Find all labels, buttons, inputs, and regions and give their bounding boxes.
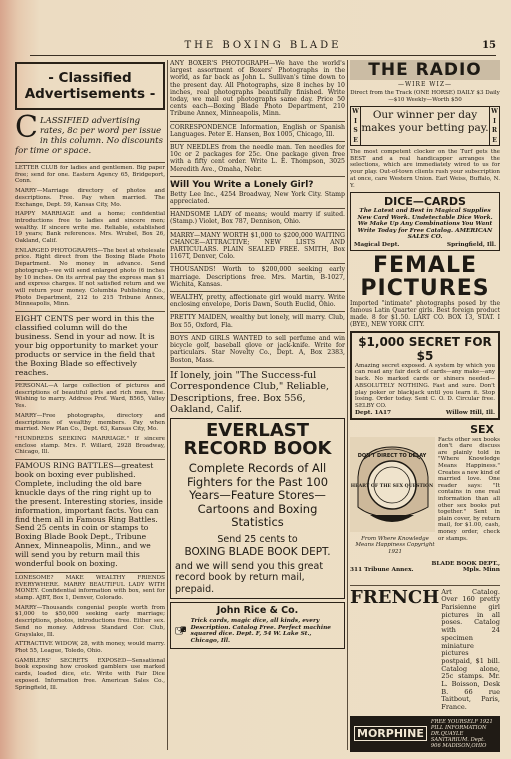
dice-icon — [175, 616, 187, 646]
classified-ad: THOUSANDS! Worth to $200,000 seeking early marriage. Descriptions free. Mrs. Martin, B-1027, Wichita, Kansas. — [170, 266, 345, 288]
circle-top-text: DON'T DIRECT TO DELAY — [357, 452, 427, 459]
lonely-girl-heading: Will You Write a Lonely Girl? — [170, 179, 314, 190]
classified-ad: MARRY—Free photographs, directory and descriptions of wealthy members. Pay when married. New Plan Co., Dept. 63, Kansas City, Mo. — [15, 412, 165, 433]
winner-text: Our winner per day makes your betting pay. — [361, 109, 489, 134]
lonely-girl-text: Betty Lee Inc., 4254 Broadway, New York City. Stamp appreciated. — [170, 190, 345, 206]
classified-ad: GAMBLERS' SECRETS EXPOSED—Sensational book exposing how crooked gamblers use marked cards, loaded dice, etc. Write with Fair Dice exposed. Information free. American Sales Co., Springfield, Ill. — [15, 657, 165, 691]
everlast-subtitle: Complete Records of All Fighters for the Past 100 Years—Feature Stores—Cartoons and Boxing Statistics — [186, 461, 329, 530]
circle-center-text: HEART OF THE SEX QUESTION — [350, 483, 434, 489]
divider — [170, 263, 345, 264]
intro-text: LASSIFIED advertising rates, 8c per word per issue in this column. No discounts for time or space. — [15, 116, 163, 156]
eight-cents-ad: EIGHT CENTS per word in this the classified column will do the business. Send in your ad now. It is your big opportunity to market your products or service in the field that the Boxing Blade so effectively reaches. — [15, 314, 158, 378]
female-pictures-text: Imported "intimate" photographs posed by the famous Latin Quarter girls. Best foreign product made. 8 for $1.50. LART CO. BOX 13, STAT. I (BYE), NEW YORK CITY. — [350, 299, 500, 328]
everlast-title: EVERLAST — [205, 420, 310, 442]
wire-letters: W I R E — [489, 107, 499, 145]
divider — [15, 572, 165, 573]
sex-foot-dept: BLADE BOOK DEPT., — [431, 560, 500, 567]
divider — [170, 311, 345, 312]
divider — [15, 311, 165, 312]
classified-ad: BOYS AND GIRLS WANTED to sell perfume and win bicycle golf, baseball glove or jack-knife. Write for particulars. Star Novelty Co., Dept. A, Box 2383, Boston, Mass. — [170, 334, 345, 364]
classified-ad: ENLARGED PHOTOGRAPHS—The best at wholesale price. Right direct from the Boxing Blade Photo Department. No money in advance. Send photograph—we will send enlarged photo (6 inches by 10 inches. On its arrival pay the express man $1 and express charges. If not satisfied return and we will return your money. Columbia Publishing Co., Photo Department, 212 to 215 Tribune Annex, Minneapolis, Minn. — [15, 247, 165, 308]
classified-ad: CORRESPONDENCE Information, English or Spanish Languages. Peter E. Hansen, Box 1005, Chicago, Ill. — [170, 123, 345, 138]
morphine-text: FREE YOURSELF 1921 PILL INFORMATION DR.QUAYLE SANITARIUM. Dept. 906 MADISON,OHIO — [430, 718, 493, 749]
sex-book-ad — [350, 423, 500, 583]
classified-ad: PERSONAL—A large collection of pictures and descriptions of beautiful girls and rich men, free. Wishing to marry. Address Prof. Ward, B565, Valley Yes. — [15, 383, 165, 410]
divider — [170, 121, 345, 122]
secret-title: $1,000 SECRET FOR $5 — [358, 334, 492, 363]
publication-title: THE BOXING BLADE — [184, 40, 342, 51]
page-header — [30, 40, 496, 56]
french-text: Art Catalog. Over 160 pretty Parisienne girl pictures in all poses. Catalog with 24 specimen miniature pictures postpaid, $1 bill. Catalog alone, 25c stamps. Mr. L. Boisson, Desk B. 66 rue Taitbout, Paris, France. — [441, 587, 500, 712]
radio-description: Direct from the Track (ONE HORSE) DAILY $3 Daily—$10 Weekly—Worth $50 — [350, 90, 500, 103]
classified-ad: "HUNDREDS SEEKING MARRIAGE." If sincere enclose stamp. Mrs. F. Willard, 2928 Broadway, Chicago, Ill. — [15, 435, 165, 456]
drop-cap: C — [15, 110, 38, 145]
classified-ad: LONESOME? MAKE WEALTHY FRIENDS EVERYWHERE. MARRY BEAUTIFUL LADY WITH MONEY. Confidential information with box, sent for stamp. AJBT, Box 1, Denver, Colorado. — [15, 574, 165, 602]
page-number: 15 — [482, 40, 496, 51]
dice-cards-title: DICE—CARDS — [384, 195, 466, 209]
classified-intro — [15, 110, 165, 156]
divider — [170, 367, 345, 368]
record-book-title: RECORD BOOK — [183, 438, 332, 460]
divider — [15, 162, 165, 163]
dice-dept: Magical Dept. — [354, 241, 400, 248]
divider — [350, 585, 500, 586]
secret-city: Willow Hill, Ill. — [445, 409, 495, 416]
female-pictures-title: FEMALE PICTURES — [360, 252, 490, 301]
sex-foot-address: 311 Tribune Annex. — [350, 566, 414, 573]
secret-ad — [350, 331, 500, 420]
dice-cards-ad — [350, 192, 500, 251]
radio-title: THE RADIO — [350, 60, 500, 80]
column-rule-2 — [347, 60, 348, 750]
classified-title: - Classified Advertisements - — [15, 62, 165, 110]
sex-caption: From Where Knowledge Means Happiness Copyright 1921 — [355, 535, 435, 555]
divider — [170, 229, 345, 230]
everlast-send: Send 25 cents to — [217, 533, 298, 545]
column-right — [350, 60, 500, 755]
radio-body: The most competent clocker on the Turf gets the BEST and a real handicapper arranges the selections, which are immediately wired to us for your play. Out-of-town clients rush your subscription at once, care Western Union. Earl Weiss, Buffalo, N. Y. — [350, 149, 500, 189]
john-rice-ad — [170, 602, 345, 649]
everlast-record-book-ad — [170, 418, 345, 599]
divider — [170, 176, 345, 177]
famous-ring-battles-ad: FAMOUS RING BATTLES—greatest book on boxing ever published. Complete, including the old bare knuckle days of the ring right up to the present. Interesting stories, inside information, important facts. You can find them all in Famous Ring Battles. Send 25 cents in coin or stamps to Boxing Blade Book Dept., Tribune Annex, Minneapolis, Minn., and we will send you by return mail this wonderful book on boxing. — [15, 461, 163, 569]
radio-subtitle: —WIRE WIZ— — [397, 81, 453, 88]
correspondence-club-ad: If lonely, join "The Success-ful Correspondence Club," Reliable, Descriptions, free. Box 556, Oakland, Calif. — [170, 369, 330, 415]
classified-ad: ATTRACTIVE WIDOW, 28, with money, would marry. Phot 55, League, Toledo, Ohio. — [15, 641, 165, 654]
sex-side-text: Facts other sex books don't dare discuss are plainly told in "Where Knowledge Means Happiness." Creates a new kind of married love. One reader says: "It contains in one real information than all other sex books put together." Sent in plain cover, by return mail, for $1.00, cash, money order, check or stamps. — [438, 436, 500, 542]
classified-ad: MARRY—Thousands congenial people worth from $1,000 to $50,000 seeking early marriage; descriptions, photos, introductions free. Either sex. Send no money. Address Standard Cor. Club, Grayslake, Ill. — [15, 604, 165, 638]
book-cover-illustration — [350, 437, 435, 532]
morphine-title: MORPHINE — [354, 726, 427, 741]
classified-ad: PRETTY MAIDEN, wealthy but lonely, will marry. Club, Box 55, Oxford, Fla. — [170, 314, 345, 329]
divider — [170, 141, 345, 142]
classified-ad: HANDSOME LADY of means; would marry if suited. (Stamp.) Violet, Box 787, Dennison, Ohio. — [170, 211, 345, 226]
french-art-ad — [350, 586, 500, 712]
john-rice-text: Trick cards, magic dice, all kinds, every Description. Catalog Free. Perfect machine squared dice. Dept. F, 54 W. Lake St., Chicago, Ill. — [190, 618, 331, 644]
column-middle — [170, 60, 345, 755]
sex-foot-city: Mpls. Minn — [462, 566, 500, 573]
divider — [15, 380, 165, 381]
classified-ad: MARRY—Marriage directory of photos and descriptions. Free. Pay when married. The Exchange, Dept. 59, Kansas City, Mo. — [15, 188, 165, 208]
sex-title: SEX — [470, 422, 494, 436]
winner-box — [350, 106, 500, 146]
column-classifieds — [15, 60, 165, 755]
dice-cards-body: The Latest and Best in Magical Supplies New Card Work. Undetectable Dice Work. We Make Up Any Combinations You Want Write Today for Free Catalog. AMERICAN SALES CO. — [357, 208, 493, 241]
french-title: FRENCH — [350, 586, 440, 608]
everlast-body: and we will send you this great record book by return mail, prepaid. — [175, 560, 324, 595]
classified-ad: WEALTHY, pretty, affectionate girl would marry. Write enclosing envelope, Doris Dawn, South Euclid, Ohio. — [170, 294, 345, 309]
classified-ad: HAPPY MARRIAGE and a home; confidential introductions free to ladies and sincere men; wealthy. If sincere write me. Reliable, established 19 years; Bank references. Mrs. Wrubel, Box 26, Oakland, Calif. — [15, 211, 165, 245]
classified-ad: BUY NEEDLES from the needle man. Ten needles for 10c or 2 packages for 25c. One package given free with a fifty cent order. Write L. E. Thompson, 3025 Meredith Ave., Omaha, Nebr. — [170, 144, 345, 173]
secret-body: Amazing secret exposed. A system by which you can read any fair deck of cards—any make—any back. No marked cards or shiners needed—ABSOLUTELY NOTHING. Fast and sure. Don't play poker or blackjack until you learn it. Stop losing. Order today. Sent C. O. D. Circular free. SELBY CO. — [355, 362, 495, 409]
divider — [170, 332, 345, 333]
classified-ad: LETTER CLUB for ladies and gentlemen. Big paper free; send for one. Eastern Agency 65, Bridgeport, Conn. — [15, 165, 165, 185]
morphine-ad — [350, 716, 500, 752]
dice-city: Springfield, Ill. — [446, 241, 496, 248]
wise-letters: W I S E — [351, 107, 361, 145]
secret-dept: Dept. 1A17 — [355, 409, 392, 416]
boxer-photo-ad: ANY BOXER'S PHOTOGRAPH—We have the world's largest assortment of Boxers' Photographs in the world, as far back as John L. Sullivan's time down to the present day. All Photographs, size 8 inches by 10 inches, real photographs beautifully finished. Write today, we mail out photographs same day. Price 50 cents each—Boxing Blade Photo Department, 210 Tribune Annex, Minneapolis, Minn. — [170, 60, 345, 118]
classified-ad: MARRY—MANY WORTH $1,000 to $200,000 WAITING CHANCE—ATTRACTIVE; NEW LISTS AND PARTICULARS. PLAIN SEALED FREE. SMITH, Box 1167T, Denver, Colo. — [170, 231, 345, 261]
everlast-dept: BOXING BLADE BOOK DEPT. — [184, 545, 331, 558]
divider — [170, 291, 345, 292]
divider — [15, 459, 165, 460]
john-rice-title: John Rice & Co. — [216, 605, 299, 617]
column-rule-1 — [167, 60, 168, 750]
divider — [170, 208, 345, 209]
